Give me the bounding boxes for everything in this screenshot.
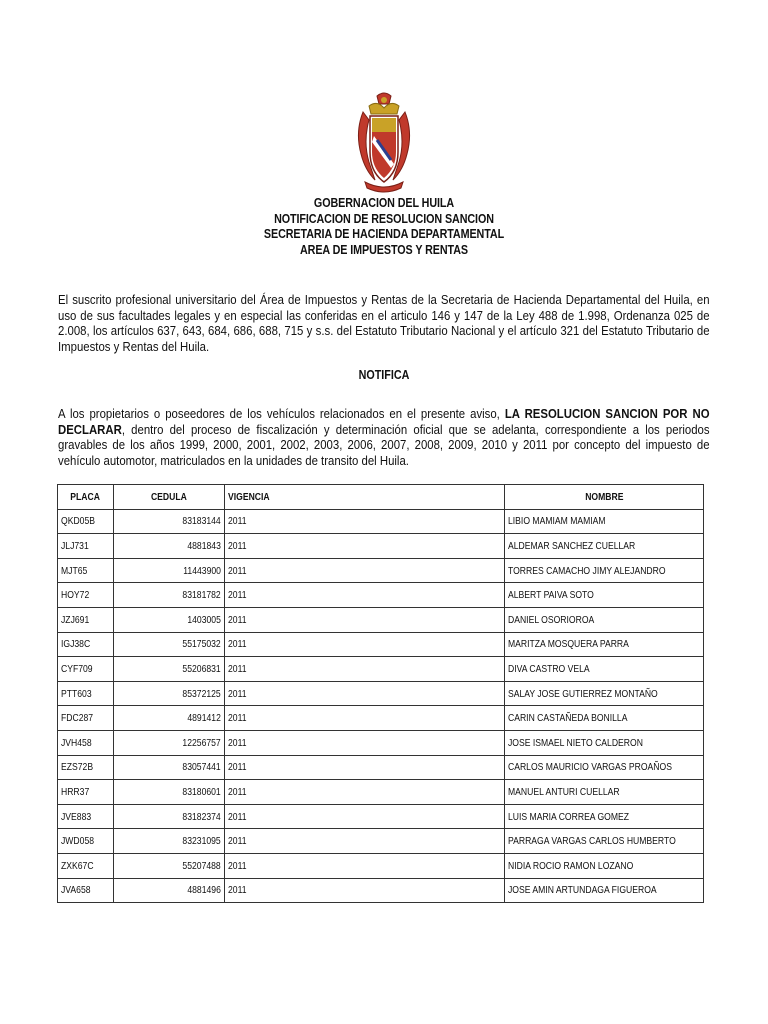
cell-cedula: 83182374 bbox=[114, 804, 225, 829]
cell-cedula: 83231095 bbox=[114, 829, 225, 854]
table-row bbox=[58, 681, 704, 706]
cell-nombre: TORRES CAMACHO JIMY ALEJANDRO bbox=[505, 558, 704, 583]
cell-vigencia: 2011 bbox=[225, 780, 505, 805]
notifica-title: NOTIFICA bbox=[358, 368, 410, 382]
table-row bbox=[58, 632, 704, 657]
cell-vigencia: 2011 bbox=[225, 632, 505, 657]
cell-nombre: PARRAGA VARGAS CARLOS HUMBERTO bbox=[505, 829, 704, 854]
cell-vigencia: 2011 bbox=[225, 829, 505, 854]
table-row bbox=[58, 558, 704, 583]
header-nombre: NOMBRE bbox=[505, 485, 704, 510]
cell-nombre: MARITZA MOSQUERA PARRA bbox=[505, 632, 704, 657]
cell-placa: QKD05B bbox=[58, 509, 114, 534]
table-row bbox=[58, 583, 704, 608]
table-row bbox=[58, 730, 704, 755]
cell-nombre: DIVA CASTRO VELA bbox=[505, 657, 704, 682]
cell-placa: FDC287 bbox=[58, 706, 114, 731]
cell-cedula: 83180601 bbox=[114, 780, 225, 805]
cell-nombre: LUIS MARIA CORREA GOMEZ bbox=[505, 804, 704, 829]
cell-cedula: 83183144 bbox=[114, 509, 225, 534]
cell-nombre: CARLOS MAURICIO VARGAS PROAÑOS bbox=[505, 755, 704, 780]
cell-vigencia: 2011 bbox=[225, 878, 505, 903]
notice-paragraph-bold: LA RESOLUCION SANCION POR NO DECLARAR bbox=[58, 407, 710, 437]
cell-cedula: 55206831 bbox=[114, 657, 225, 682]
table-row bbox=[58, 878, 704, 903]
cell-placa: HOY72 bbox=[58, 583, 114, 608]
cell-vigencia: 2011 bbox=[225, 657, 505, 682]
table-row bbox=[58, 706, 704, 731]
table-row bbox=[58, 755, 704, 780]
cell-placa: HRR37 bbox=[58, 780, 114, 805]
cell-placa: JVH458 bbox=[58, 730, 114, 755]
cell-vigencia: 2011 bbox=[225, 583, 505, 608]
cell-nombre: JOSE AMIN ARTUNDAGA FIGUEROA bbox=[505, 878, 704, 903]
cell-vigencia: 2011 bbox=[225, 558, 505, 583]
table-row bbox=[58, 780, 704, 805]
cell-vigencia: 2011 bbox=[225, 730, 505, 755]
cell-nombre: JOSE ISMAEL NIETO CALDERON bbox=[505, 730, 704, 755]
cell-placa: JVE883 bbox=[58, 804, 114, 829]
cell-cedula: 4881496 bbox=[114, 878, 225, 903]
cell-cedula: 4891412 bbox=[114, 706, 225, 731]
cell-placa: EZS72B bbox=[58, 755, 114, 780]
document-header bbox=[54, 196, 714, 258]
cell-vigencia: 2011 bbox=[225, 534, 505, 559]
header-cedula: CEDULA bbox=[114, 485, 225, 510]
cell-cedula: 83181782 bbox=[114, 583, 225, 608]
cell-vigencia: 2011 bbox=[225, 804, 505, 829]
cell-placa: ZXK67C bbox=[58, 853, 114, 878]
table-row bbox=[58, 657, 704, 682]
notice-paragraph-end: , dentro del proceso de fiscalización y determinación oficial que se adelanta, correspondiente a los periodos gravables de los años 1999, 2000, 2001, 2002, 2003, 2006, 2007, 2008, 2009, 2010 y 2011 por concepto del impuesto de vehículo automotor, matriculados en la unidades de transito del Huila. bbox=[58, 422, 710, 468]
cell-placa: CYF709 bbox=[58, 657, 114, 682]
cell-nombre: ALBERT PAIVA SOTO bbox=[505, 583, 704, 608]
cell-placa: IGJ38C bbox=[58, 632, 114, 657]
table-header-row bbox=[58, 485, 704, 510]
cell-cedula: 55175032 bbox=[114, 632, 225, 657]
cell-vigencia: 2011 bbox=[225, 755, 505, 780]
table-row bbox=[58, 829, 704, 854]
table-row bbox=[58, 804, 704, 829]
cell-nombre: DANIEL OSORIOROA bbox=[505, 607, 704, 632]
cell-cedula: 85372125 bbox=[114, 681, 225, 706]
cell-placa: PTT603 bbox=[58, 681, 114, 706]
cell-cedula: 4881843 bbox=[114, 534, 225, 559]
cell-placa: MJT65 bbox=[58, 558, 114, 583]
cell-vigencia: 2011 bbox=[225, 607, 505, 632]
cell-nombre: LIBIO MAMIAM MAMIAM bbox=[505, 509, 704, 534]
header-line-area: AREA DE IMPUESTOS Y RENTAS bbox=[299, 242, 468, 257]
cell-cedula: 83057441 bbox=[114, 755, 225, 780]
cell-placa: JVA658 bbox=[58, 878, 114, 903]
cell-vigencia: 2011 bbox=[225, 509, 505, 534]
table-row bbox=[58, 607, 704, 632]
cell-placa: JZJ691 bbox=[58, 607, 114, 632]
cell-nombre: ALDEMAR SANCHEZ CUELLAR bbox=[505, 534, 704, 559]
header-line-gobernacion: GOBERNACION DEL HUILA bbox=[313, 196, 455, 210]
cell-placa: JLJ731 bbox=[58, 534, 114, 559]
notice-paragraph bbox=[58, 407, 710, 469]
coat-of-arms-seal bbox=[355, 92, 413, 196]
table-row bbox=[58, 509, 704, 534]
vehicle-table bbox=[57, 484, 704, 903]
cell-nombre: SALAY JOSE GUTIERREZ MONTAÑO bbox=[505, 681, 704, 706]
table-body bbox=[58, 509, 704, 903]
cell-vigencia: 2011 bbox=[225, 853, 505, 878]
cell-cedula: 12256757 bbox=[114, 730, 225, 755]
header-placa: PLACA bbox=[58, 485, 114, 510]
cell-vigencia: 2011 bbox=[225, 681, 505, 706]
cell-nombre: NIDIA ROCIO RAMON LOZANO bbox=[505, 853, 704, 878]
cell-nombre: MANUEL ANTURI CUELLAR bbox=[505, 780, 704, 805]
header-line-notificacion: NOTIFICACION DE RESOLUCION SANCION bbox=[274, 211, 494, 226]
notice-paragraph-start: A los propietarios o poseedores de los vehículos relacionados en el presente aviso, bbox=[58, 407, 505, 421]
table-row bbox=[58, 534, 704, 559]
cell-cedula: 1403005 bbox=[114, 607, 225, 632]
cell-cedula: 11443900 bbox=[114, 558, 225, 583]
table-row bbox=[58, 853, 704, 878]
cell-cedula: 55207488 bbox=[114, 853, 225, 878]
cell-vigencia: 2011 bbox=[225, 706, 505, 731]
cell-placa: JWD058 bbox=[58, 829, 114, 854]
intro-paragraph: El suscrito profesional universitario del Área de Impuestos y Rentas de la Secretaria de Hacienda Departamental del Huila, en uso de sus facultades legales y en especial las conferidas en el articulo 146 y 147 de la Ley 488 de 1.998, Ordenanza 025 de 2.008, los artículos 637, 643, 684, 686, 688, 715 y s.s. del Estatuto Tributario Nacional y el artículo 321 del Estatuto Tributario de Impuestos y Rentas del Huila. bbox=[58, 293, 710, 354]
cell-nombre: CARIN CASTAÑEDA BONILLA bbox=[505, 706, 704, 731]
header-vigencia: VIGENCIA bbox=[225, 485, 505, 510]
header-line-secretaria: SECRETARIA DE HACIENDA DEPARTAMENTAL bbox=[263, 227, 505, 241]
